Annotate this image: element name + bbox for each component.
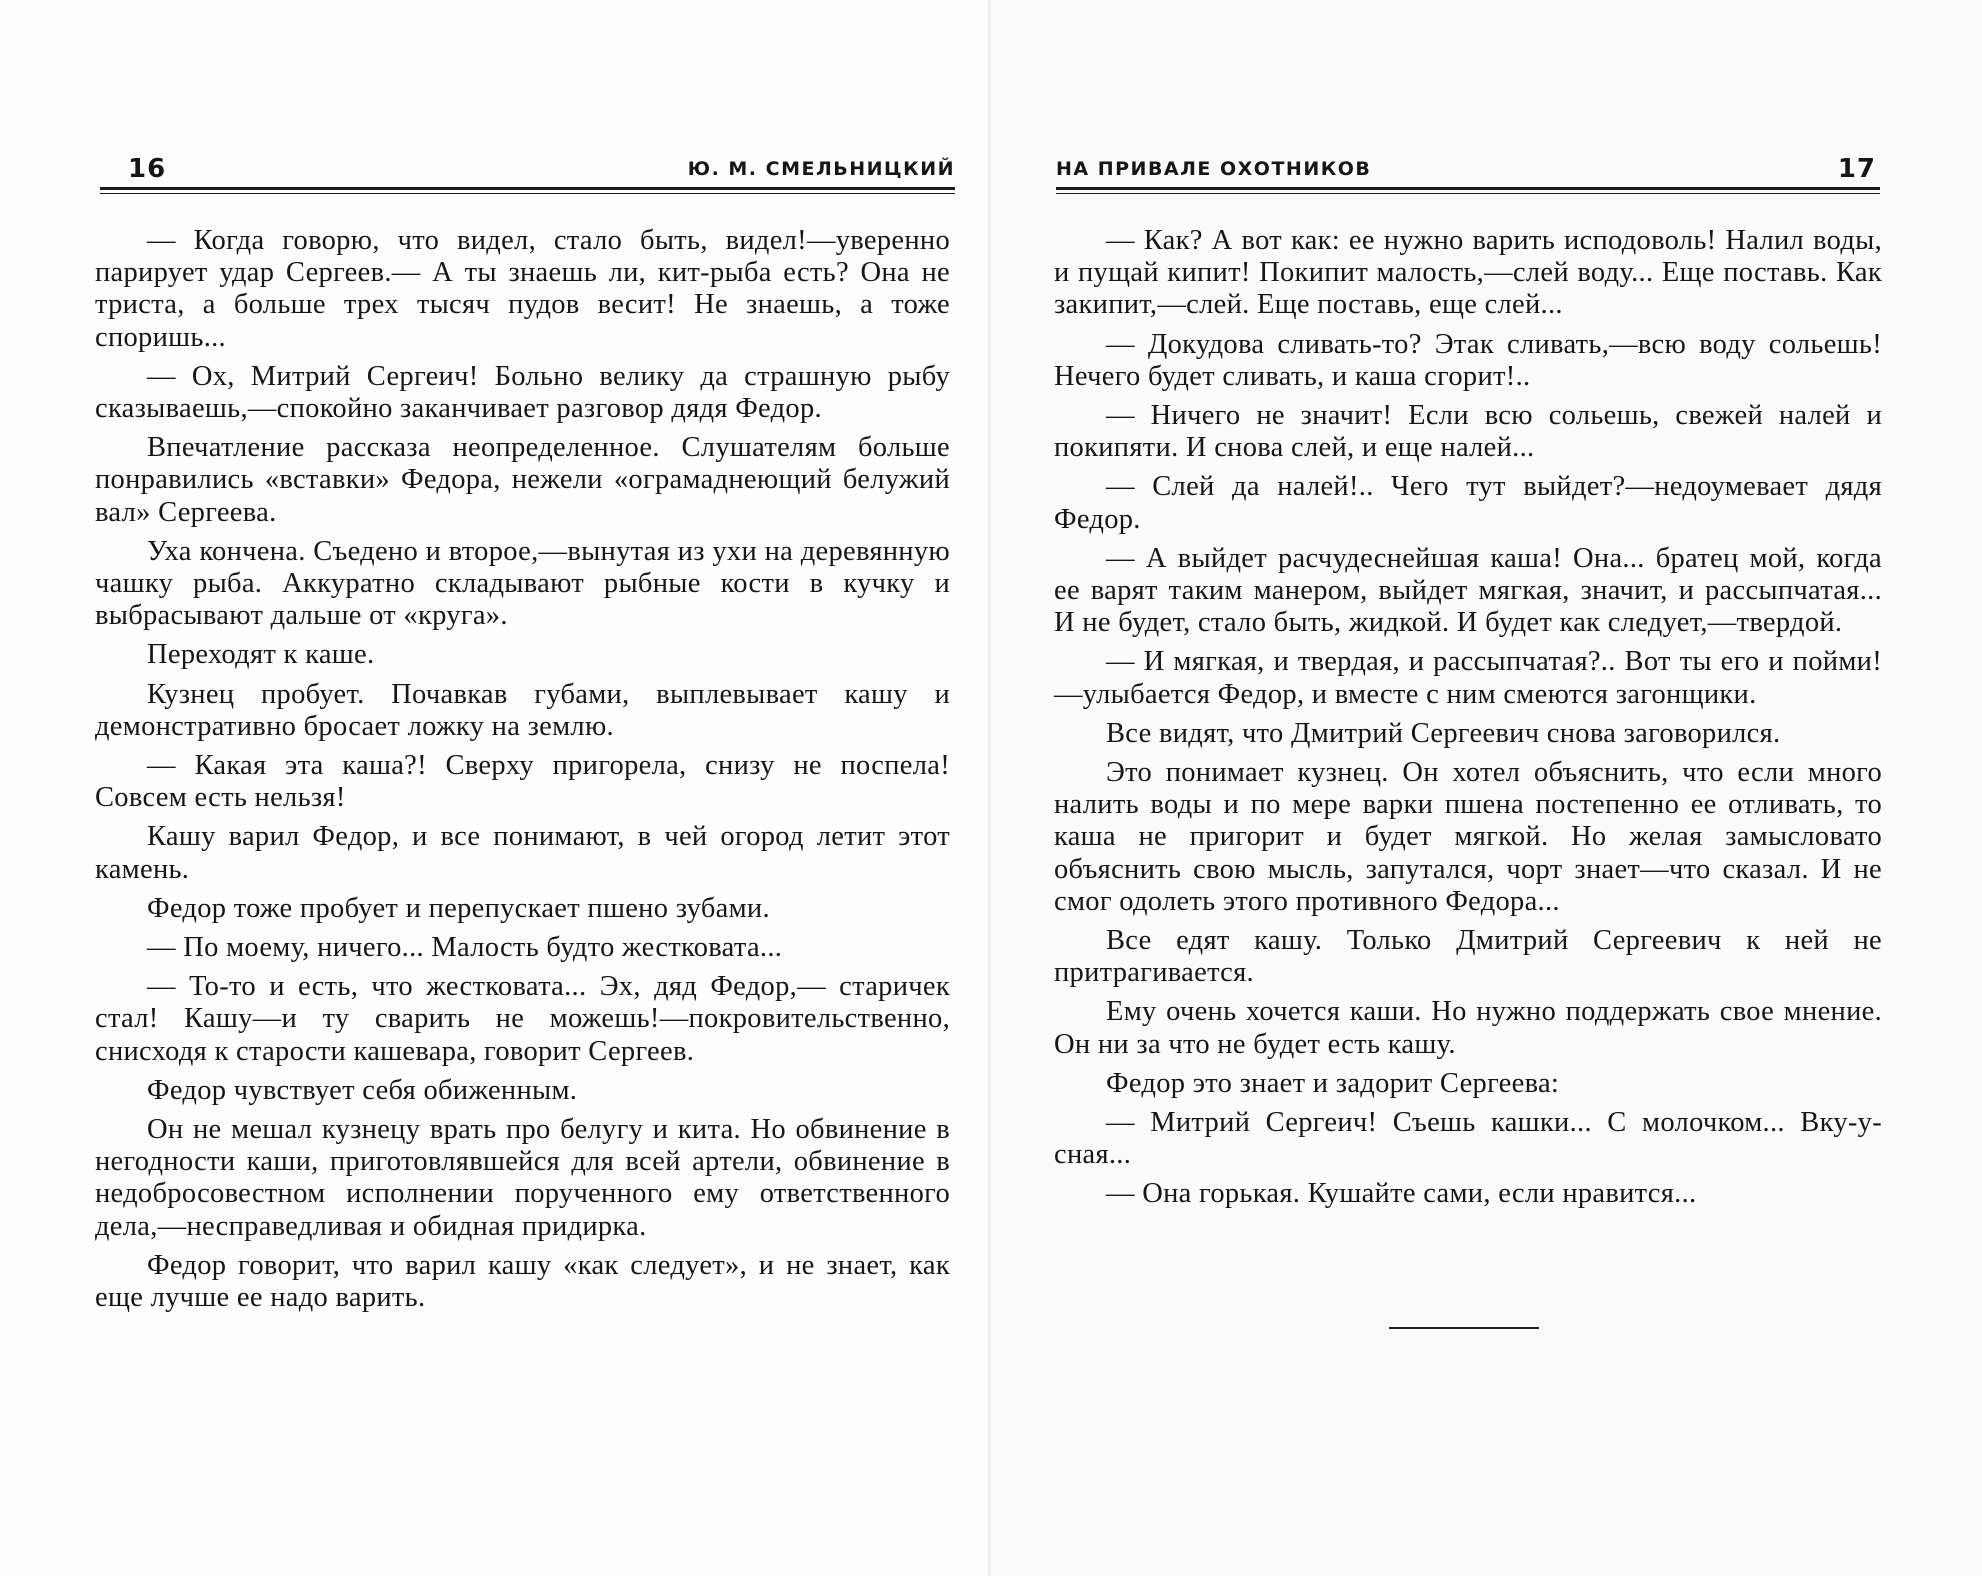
paragraph: — И мягкая, и твердая, и рассыпчатая?.. Вот ты его и пойми!—улыбается Федор, и вместе с ним смеются загонщики. xyxy=(1054,646,1882,710)
paragraph: Федор говорит, что варил кашу «как следует», и не знает, как еще лучше ее надо варить. xyxy=(95,1249,950,1314)
paragraph: Кузнец пробует. Почавкав губами, выплевывает кашу и демонстративно бросает ложку на землю. xyxy=(95,678,950,742)
right-page-header xyxy=(1056,150,1880,184)
left-page-text xyxy=(95,225,950,1321)
paragraph: — По моему, ничего... Малость будто жестковата... xyxy=(147,932,783,964)
paragraph: — Митрий Сергеич! Съешь кашки... С молочком... Вку-у-сная... xyxy=(1054,1107,1882,1171)
page-number: 16 xyxy=(128,154,167,184)
paragraph: Федор это знает и задорит Сергеева: xyxy=(1106,1067,1560,1099)
paragraph: — Какая эта каша?! Сверху пригорела, снизу не поспела! Совсем есть нельзя! xyxy=(95,750,950,814)
paragraph: — То-то и есть, что жестковата... Эх, дяд Федор,— старичек стал! Кашу—и ту сварить не можешь!—покровительственно, снисходя к старости кашевара, говорит Сергеев. xyxy=(95,971,950,1067)
paragraph: Это понимает кузнец. Он хотел объяснить, что если много налить воды и по мере варки пшена постепенно ее отливать, то каша не пригорит и будет мягкой. Но желая замысловато объяснить свою мысль, запутался, чорт знает—что сказал. И не смог одолеть этого противного Федора... xyxy=(1054,757,1882,917)
paragraph: — А выйдет расчудеснейшая каша! Она... братец мой, когда ее варят таким манером, выйдет мягкая, значит, и рассыпчатая... И не будет, стало быть, жидкой. И будет как следует,—твердой. xyxy=(1054,542,1882,639)
paragraph: — Она горькая. Кушайте сами, если нравится... xyxy=(1106,1178,1697,1210)
section-end-rule xyxy=(1389,1327,1539,1329)
paragraph: Уха кончена. Съедено и второе,—вынутая из ухи на деревянную чашку рыба. Аккуратно складывают рыбные кости в кучку и выбрасывают дальше от «круга». xyxy=(95,535,950,632)
right-page xyxy=(991,0,1982,1576)
paragraph: — Ничего не значит! Если всю сольешь, свежей налей и покипяти. И снова слей, и еще налей... xyxy=(1054,400,1882,464)
paragraph: Переходят к каше. xyxy=(147,639,375,671)
header-rule xyxy=(100,187,955,190)
right-page-text xyxy=(1054,225,1882,1218)
header-rule xyxy=(1056,187,1880,190)
paragraph: Все едят кашу. Только Дмитрий Сергеевич к ней не притрагивается. xyxy=(1054,925,1882,989)
paragraph: Все видят, что Дмитрий Сергеевич снова заговорился. xyxy=(1106,717,1781,749)
paragraph: — Когда говорю, что видел, стало быть, видел!—уверенно парирует удар Сергеев.— А ты знаешь ли, кит-рыба есть? Она не триста, а больше трех тысяч пудов весит! Не знаешь, а тоже споришь... xyxy=(95,225,950,353)
paragraph: Федор тоже пробует и перепускает пшено зубами. xyxy=(147,892,770,924)
paragraph: Он не мешал кузнецу врать про белугу и кита. Но обвинение в негодности каши, приготовлявшейся для всей артели, обвинение в недобросовестном исполнении порученного ему ответственного дела,—несправедливая и обидная придирка. xyxy=(95,1114,950,1242)
running-title: НА ПРИВАЛЕ ОХОТНИКОВ xyxy=(1056,158,1372,180)
page-number: 17 xyxy=(1837,154,1876,184)
paragraph: Федор чувствует себя обиженным. xyxy=(147,1074,578,1106)
paragraph: Кашу варил Федор, и все понимают, в чей огород летит этот камень. xyxy=(95,821,950,885)
paragraph: — Как? А вот как: ее нужно варить исподоволь! Налил воды, и пущай кипит! Покипит малость,—слей воду... Еще поставь. Как закипит,—слей. Еще поставь, еще слей... xyxy=(1054,225,1882,321)
left-page-header xyxy=(100,150,955,184)
paragraph: — Докудова сливать-то? Этак сливать,—всю воду сольешь! Нечего будет сливать, и каша сгорит!.. xyxy=(1054,328,1882,392)
paragraph: Ему очень хочется каши. Но нужно поддержать свое мнение. Он ни за что не будет есть кашу. xyxy=(1054,996,1882,1060)
paragraph: Впечатление рассказа неопределенное. Слушателям больше понравились «вставки» Федора, нежели «ограмаднеющий белужий вал» Сергеева. xyxy=(95,432,950,528)
running-title: Ю. М. СМЕЛЬНИЦКИЙ xyxy=(687,158,955,180)
paragraph: — Ох, Митрий Сергеич! Больно велику да страшную рыбу сказываешь,—спокойно заканчивает разговор дядя Федор. xyxy=(95,360,950,425)
paragraph: — Слей да налей!.. Чего тут выйдет?—недоумевает дядя Федор. xyxy=(1054,471,1882,535)
